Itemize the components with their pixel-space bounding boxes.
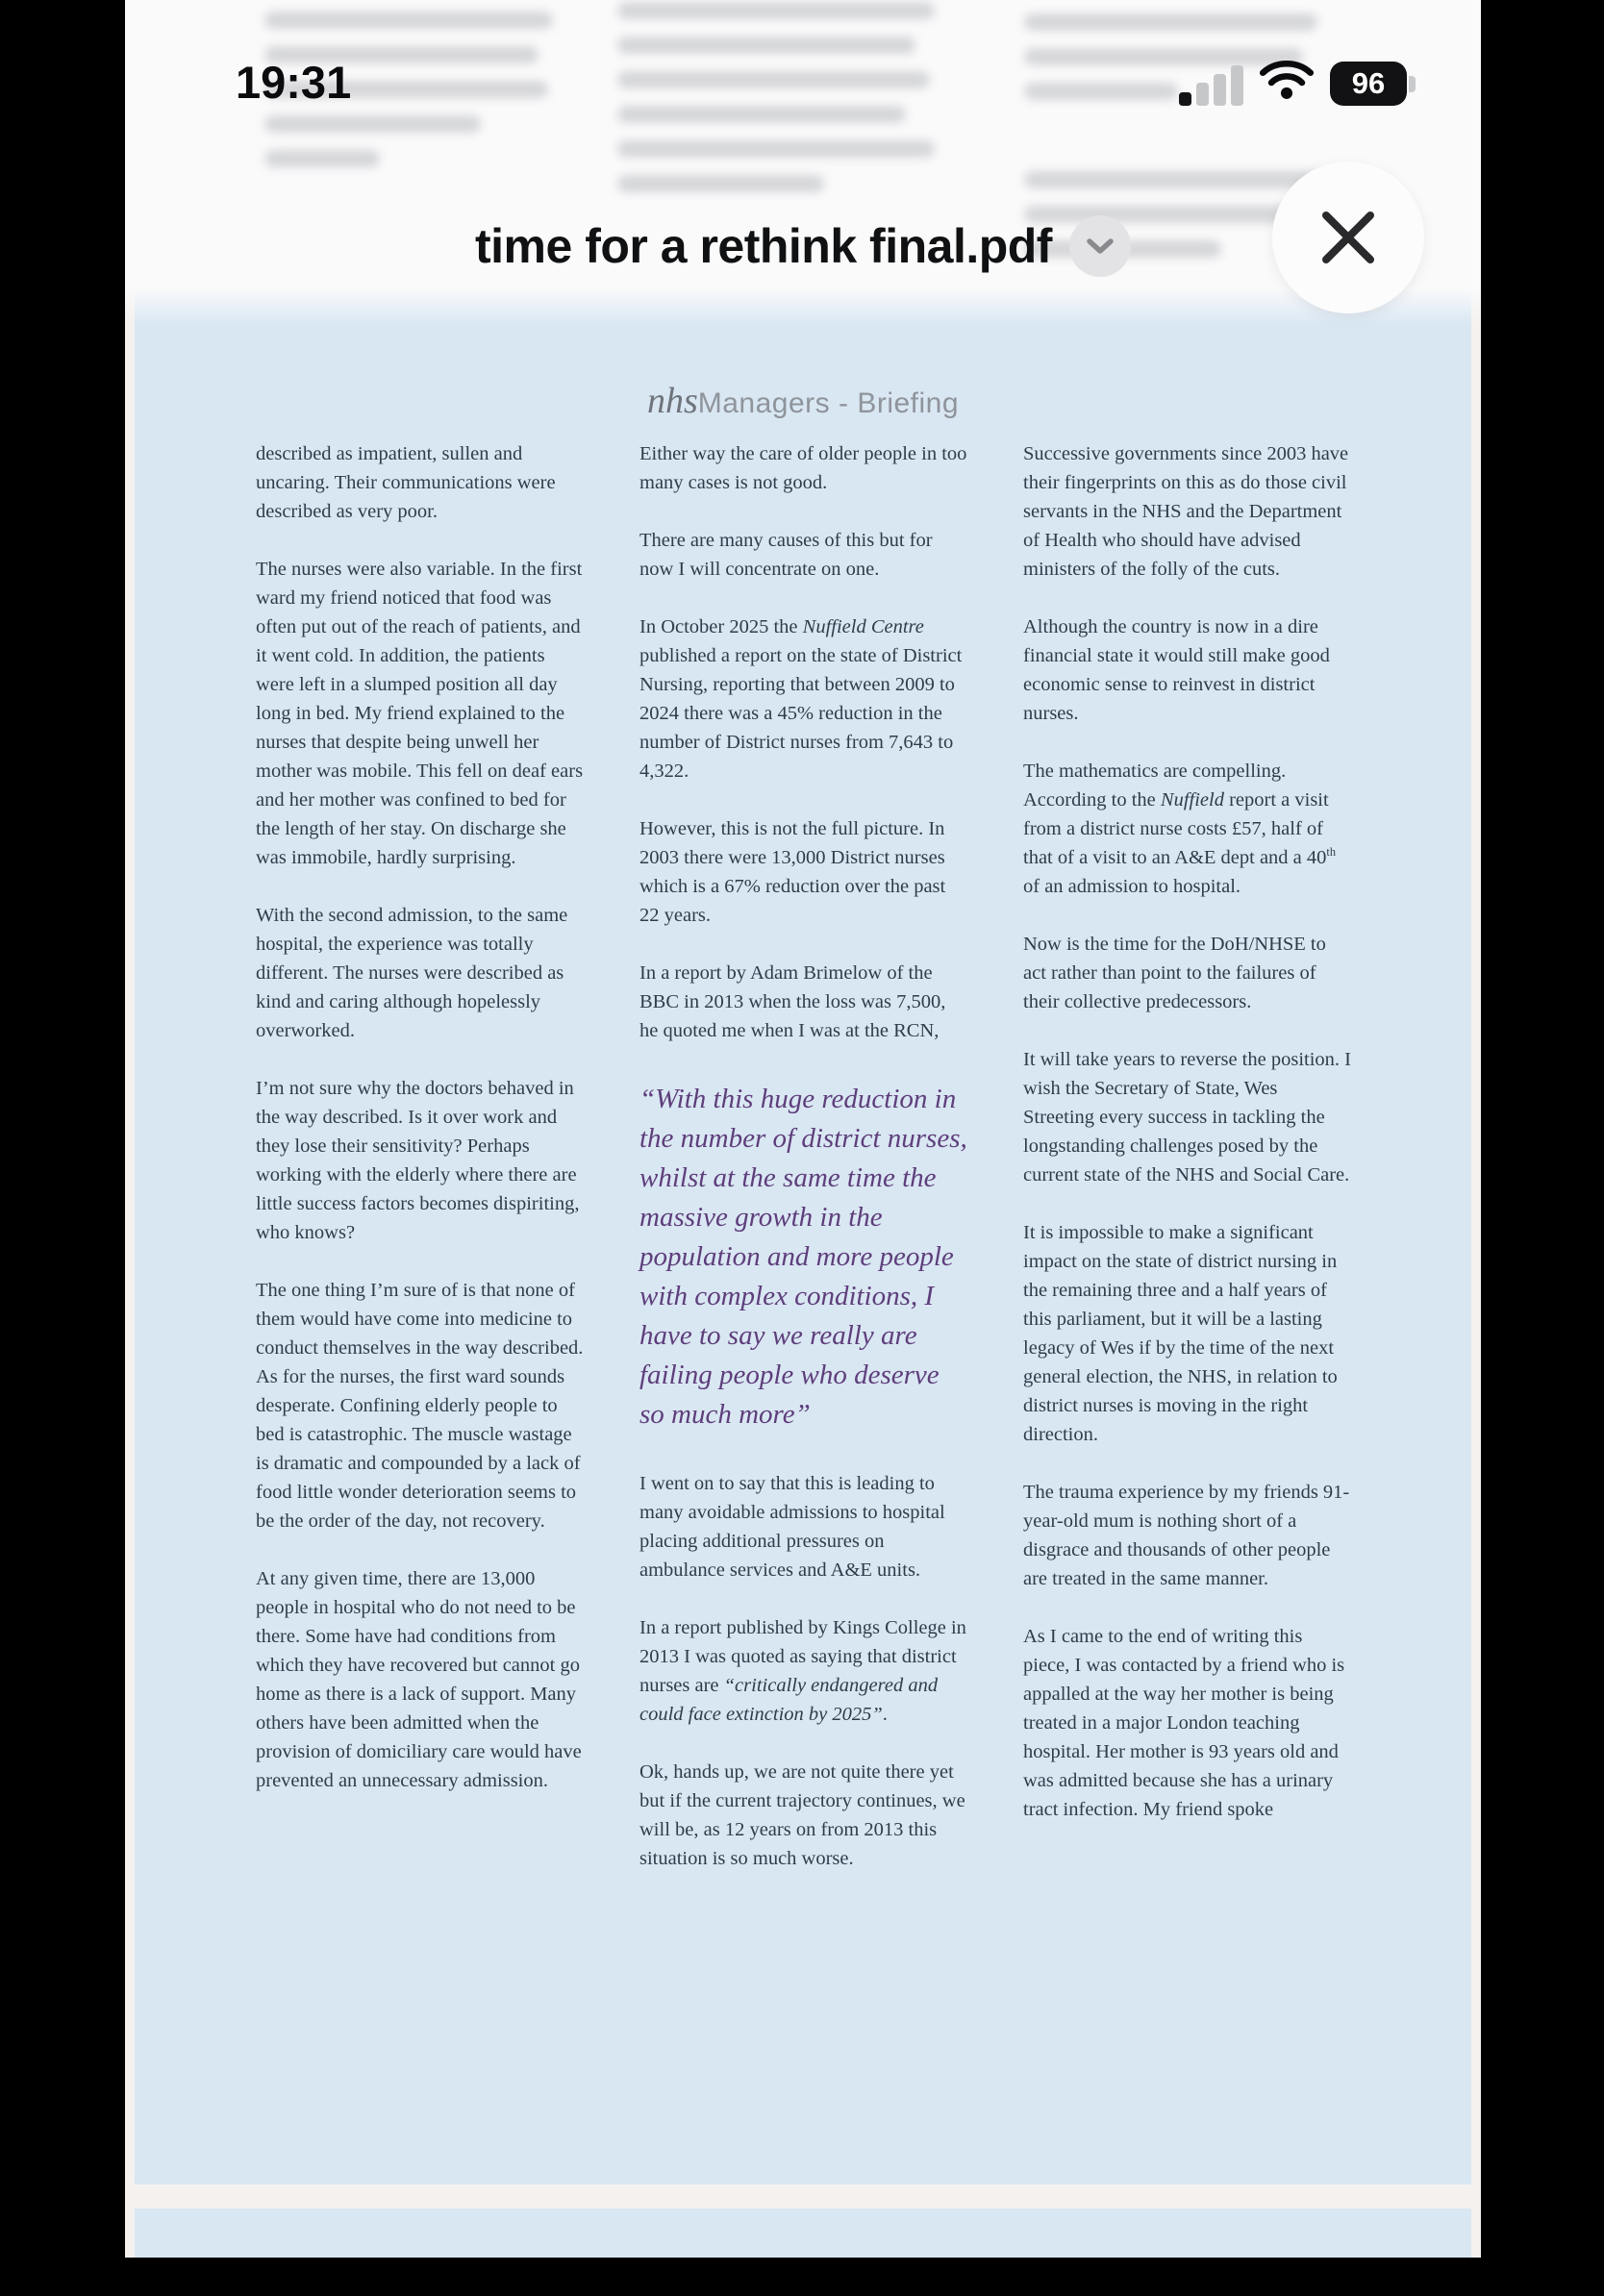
blurred-text-line: [617, 140, 935, 158]
status-icons: [1179, 60, 1416, 106]
close-button[interactable]: [1272, 162, 1424, 313]
paragraph: With the second admission, to the same hospital, the experience was totally different. The nurses were described as kind and caring although hopelessly overworked.: [256, 905, 568, 1041]
wifi-icon: [1259, 59, 1315, 106]
paragraph: The one thing I’m sure of is that none of them would have come into medicine to conduct themselves in the way described. As for the nurses, the first ward sounds desperate. Confining elderly people to bed is catastrophic. The muscle wastage is dramatic and compounded by a lack of food little wonder deterioration seems to be the order of the day, not recovery.: [256, 1280, 584, 1532]
paragraph: I went on to say that this is leading to many avoidable admissions to hospital placing additional pressures on ambulance services and A&E units.: [639, 1473, 945, 1581]
paragraph: In October 2025 the Nuffield Centre published a report on the state of District Nursing, reporting that between 2009 to 2024 there was a 45% reduction in the number of District nurses from 7,643 to 4,322.: [639, 616, 963, 782]
blurred-text-line: [264, 115, 481, 133]
document-filename[interactable]: time for a rethink final.pdf: [475, 219, 1052, 273]
header-fade-edge: [125, 288, 1481, 325]
pdf-next-page-sliver[interactable]: [135, 2209, 1471, 2258]
pdf-column: [639, 439, 968, 1902]
status-time: 19:31: [236, 57, 352, 108]
paragraph: Ok, hands up, we are not quite there yet but if the current trajectory continues, we will be, as 12 years on from 2013 this situation is so much worse.: [639, 1761, 965, 1869]
paragraph: The mathematics are compelling. According to the Nuffield report a visit from a district nurse costs £57, half of that of a visit to an A&E dept and a 40th of an admission to hospital.: [1023, 761, 1336, 897]
paragraph: Either way the care of older people in too many cases is not good.: [639, 443, 967, 493]
paragraph: Although the country is now in a dire financial state it would still make good economic sense to reinvest in district nurses.: [1023, 616, 1330, 724]
paragraph: Now is the time for the DoH/NHSE to act rather than point to the failures of their collective predecessors.: [1023, 934, 1326, 1012]
pdf-page[interactable]: [135, 288, 1471, 2184]
battery-icon: [1330, 62, 1416, 106]
paragraph: At any given time, there are 13,000 people in hospital who do not need to be there. Some have had conditions from which they have recovered but cannot go home as there is a lack of support. Many others have been admitted when the provision of domiciliary care would have prevented an unnecessary admission.: [256, 1568, 582, 1791]
brand-nhs-label: nhs: [646, 381, 698, 421]
paragraph: It will take years to reverse the position. I wish the Secretary of State, Wes Streeting every success in tackling the longstanding challenges posed by the current state of the NHS and Social Care.: [1023, 1049, 1351, 1185]
blurred-text-line: [617, 71, 930, 88]
pdf-viewer-screen: [125, 0, 1481, 2258]
pdf-column: [1023, 439, 1352, 1902]
blurred-text-line: [1024, 13, 1317, 31]
blurred-text-line: [617, 106, 906, 123]
paragraph: However, this is not the full picture. In 2003 there were 13,000 District nurses which is a 67% reduction over the past 22 years.: [639, 818, 946, 926]
blurred-text-line: [617, 2, 935, 19]
battery-percent-label: 96: [1351, 66, 1386, 100]
blurred-text-line: [1024, 171, 1322, 188]
paragraph: Successive governments since 2003 have their fingerprints on this as do those civil servants in the NHS and the Department of Health who should have advised ministers of the folly of the cuts.: [1023, 443, 1349, 580]
pull-quote: “With this huge reduction in the number of district nurses, whilst at the same time the massive growth in the population and more people with complex conditions, I have to say we really are failing people who deserve so much more”: [639, 1084, 967, 1430]
blurred-text-line: [264, 12, 553, 29]
cellular-signal-icon: [1179, 63, 1243, 106]
pdf-columns: [256, 439, 1350, 1902]
filename-menu-button[interactable]: [1069, 215, 1131, 277]
paragraph: In a report by Adam Brimelow of the BBC in 2013 when the loss was 7,500, he quoted me when I was at the RCN,: [639, 962, 946, 1041]
blurred-text-line: [617, 37, 915, 54]
paragraph: described as impatient, sullen and uncaring. Their communications were described as very poor.: [256, 443, 556, 522]
document-brand-header: [256, 380, 1350, 422]
paragraph: As I came to the end of writing this piece, I was contacted by a friend who is appalled at the way her mother is being treated in a major London teaching hospital. Her mother is 93 years old and was admitted because she has a urinary tract infection. My friend spoke: [1023, 1626, 1345, 1820]
blurred-text-line: [617, 175, 824, 192]
brand-managers-briefing-label: Managers - Briefing: [697, 387, 960, 419]
paragraph: In a report published by Kings College in 2013 I was quoted as saying that district nurses are “critically endangered and could face extinction by 2025”.: [639, 1617, 966, 1725]
paragraph: It is impossible to make a significant impact on the state of district nursing in the remaining three and a half years of this parliament, but it will be a lasting legacy of Wes if by the time of the next general election, the NHS, in relation to district nurses is moving in the right direction.: [1023, 1222, 1338, 1445]
paragraph: The trauma experience by my friends 91-year-old mum is nothing short of a disgrace and thousands of other people are treated in the same manner.: [1023, 1482, 1350, 1589]
close-icon: [1304, 193, 1392, 282]
paragraph: There are many causes of this but for now I will concentrate on one.: [639, 530, 933, 580]
chevron-down-icon: [1086, 237, 1115, 256]
blurred-text-line: [1024, 83, 1178, 100]
paragraph: The nurses were also variable. In the first ward my friend noticed that food was often put out of the reach of patients, and it went cold. In addition, the patients were left in a slumped position all day long in bed. My friend explained to the nurses that despite being unwell her mother was mobile. This fell on deaf ears and her mother was confined to bed for the length of her stay. On discharge she was immobile, hardly surprising.: [256, 559, 584, 868]
pdf-column: [256, 439, 585, 1902]
blurred-text-line: [264, 150, 380, 167]
paragraph: I’m not sure why the doctors behaved in the way described. Is it over work and they lose their sensitivity? Perhaps working with the elderly where there are little success factors becomes dispiriting, who knows?: [256, 1078, 580, 1243]
pdf-page-content: [135, 288, 1471, 1902]
